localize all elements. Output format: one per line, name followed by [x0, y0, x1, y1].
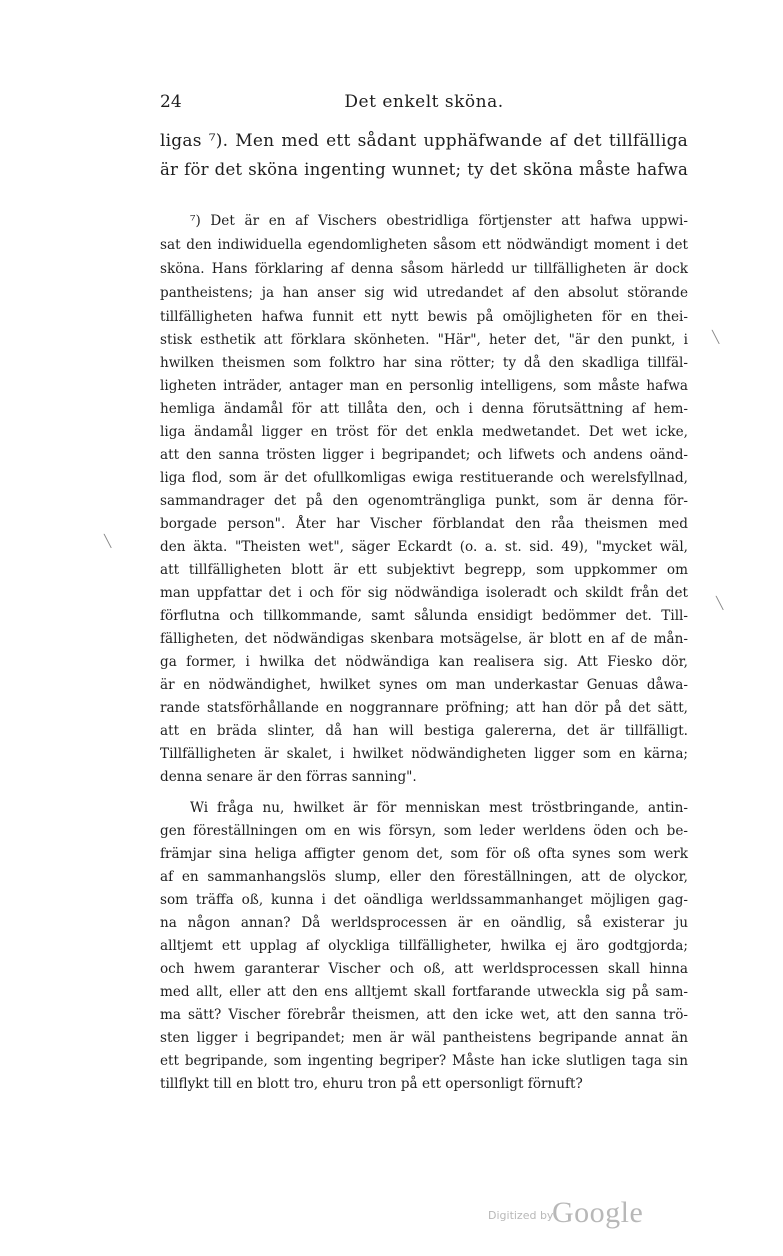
watermark-logo: Google [552, 1196, 644, 1229]
footnote-line: man uppfattar det i och för sig nödwändiga isoleradt och skildt från det [160, 585, 688, 601]
page-header [160, 92, 688, 122]
footnote-line: sten ligger i begripandet; men är wäl pantheistens begripande annat än [160, 1030, 688, 1046]
body-line: är för det sköna ingenting wunnet; ty det sköna måste hafwa [160, 160, 688, 179]
footnote-line: ga former, i hwilka det nödwändiga kan realisera sig. Att Fiesko dör, [160, 654, 688, 670]
footnote-line: ett begripande, som ingenting begriper? Måste han icke slutligen taga sin [160, 1053, 688, 1069]
footnote-line: att en bräda slinter, då han will bestiga galererna, det är tillfälligt. [160, 723, 688, 739]
footnote-line: na någon annan? Då werldsprocessen är en oändlig, så existerar ju [160, 915, 688, 931]
footnote-line: ma sätt? Vischer förebrår theismen, att den icke wet, att den sanna trö- [160, 1007, 688, 1023]
stray-margin-mark: ╲ [104, 534, 112, 548]
footnote-line: borgade person". Åter har Vischer förblandat den råa theismen med [160, 516, 688, 532]
footnote-line: främjar sina heliga affigter genom det, som för oß ofta synes som werk [160, 846, 688, 862]
stray-margin-mark: ╲ [712, 330, 720, 344]
page-number: 24 [160, 92, 182, 112]
footnote-line: liga ändamål ligger en tröst för det enkla medwetandet. Det wet icke, [160, 424, 688, 440]
footnote-line: är en nödwändighet, hwilket synes om man underkastar Genuas dåwa- [160, 677, 688, 693]
watermark-prefix: Digitized by [488, 1209, 554, 1222]
footnote-line: gen föreställningen om en wis försyn, som leder werldens öden och be- [160, 823, 688, 839]
footnote-line: den äkta. "Theisten wet", säger Eckardt (o. a. st. sid. 49), "mycket wäl, [160, 539, 688, 555]
footnote-line: fälligheten, det nödwändigas skenbara motsägelse, är blott en af de mån- [160, 631, 688, 647]
footnote-line: af en sammanhangslös slump, eller den föreställningen, att de olyckor, [160, 869, 688, 885]
stray-margin-mark: ╲ [716, 596, 724, 610]
footnote-line: förflutna och tillkommande, samt sålunda ensidigt bedömmer det. Till- [160, 608, 688, 624]
footnote-line: tillflykt till en blott tro, ehuru tron på ett opersonligt förnuft? [160, 1076, 583, 1092]
footnote-line: att tillfälligheten blott är ett subjektivt begrepp, som uppkommer om [160, 562, 688, 578]
footnote-line: rande statsförhållande en noggrannare pröfning; att han dör på det sätt, [160, 700, 688, 716]
footnote-line: Tillfälligheten är skalet, i hwilket nödwändigheten ligger som en kärna; [160, 746, 688, 762]
footnote-line: liga flod, som är det ofullkomligas ewiga restituerande och werelsfyllnad, [160, 470, 688, 486]
footnote-line: med allt, eller att den ens alltjemt skall fortfarande utweckla sig på sam- [160, 984, 688, 1000]
footnote-line: hwilken theismen som folktro har sina rötter; ty då den skadliga tillfäl- [160, 355, 688, 371]
footnote-line: som träffa oß, kunna i det oändliga werldssammanhanget möjligen gag- [160, 892, 688, 908]
footnote-line: ⁷) Det är en af Vischers obestridliga förtjenster att hafwa uppwi- [190, 213, 688, 229]
footnote-line: alltjemt ett upplag af olyckliga tillfälligheter, hwilka ej äro godtgjorda; [160, 938, 688, 954]
footnote-line: ligheten inträder, antager man en personlig intelligens, som måste hafwa [160, 378, 688, 394]
footnote-line: hemliga ändamål för att tillåta den, och i denna förutsättning af hem- [160, 401, 688, 417]
body-line: ligas ⁷). Men med ett sådant upphäfwande af det tillfälliga [160, 131, 688, 151]
footnote-line: stisk esthetik att förklara skönheten. "Här", heter det, "är den punkt, i [160, 332, 688, 348]
footnote-line: pantheistens; ja han anser sig wid utredandet af den absolut störande [160, 285, 688, 301]
footnote-line: sammandrager det på den ogenomträngliga punkt, som är denna för- [160, 493, 688, 509]
digitization-watermark [488, 1196, 658, 1230]
footnote-line: denna senare är den förras sanning". [160, 769, 417, 785]
footnote-line: sköna. Hans förklaring af denna såsom härledd ur tillfälligheten är dock [160, 261, 688, 277]
footnote-line: och hwem garanterar Vischer och oß, att werldsprocessen skall hinna [160, 961, 688, 977]
footnote-line: att den sanna trösten ligger i begripandet; och lifwets och andens oänd- [160, 447, 688, 463]
footnote-line: sat den indiwiduella egendomligheten såsom ett nödwändigt moment i det [160, 237, 688, 253]
footnote-line: tillfälligheten hafwa funnit ett nytt bewis på omöjligheten för en thei- [160, 309, 688, 325]
running-title: Det enkelt sköna. [344, 92, 504, 112]
footnote-line: Wi fråga nu, hwilket är för menniskan mest tröstbringande, antin- [190, 800, 688, 816]
